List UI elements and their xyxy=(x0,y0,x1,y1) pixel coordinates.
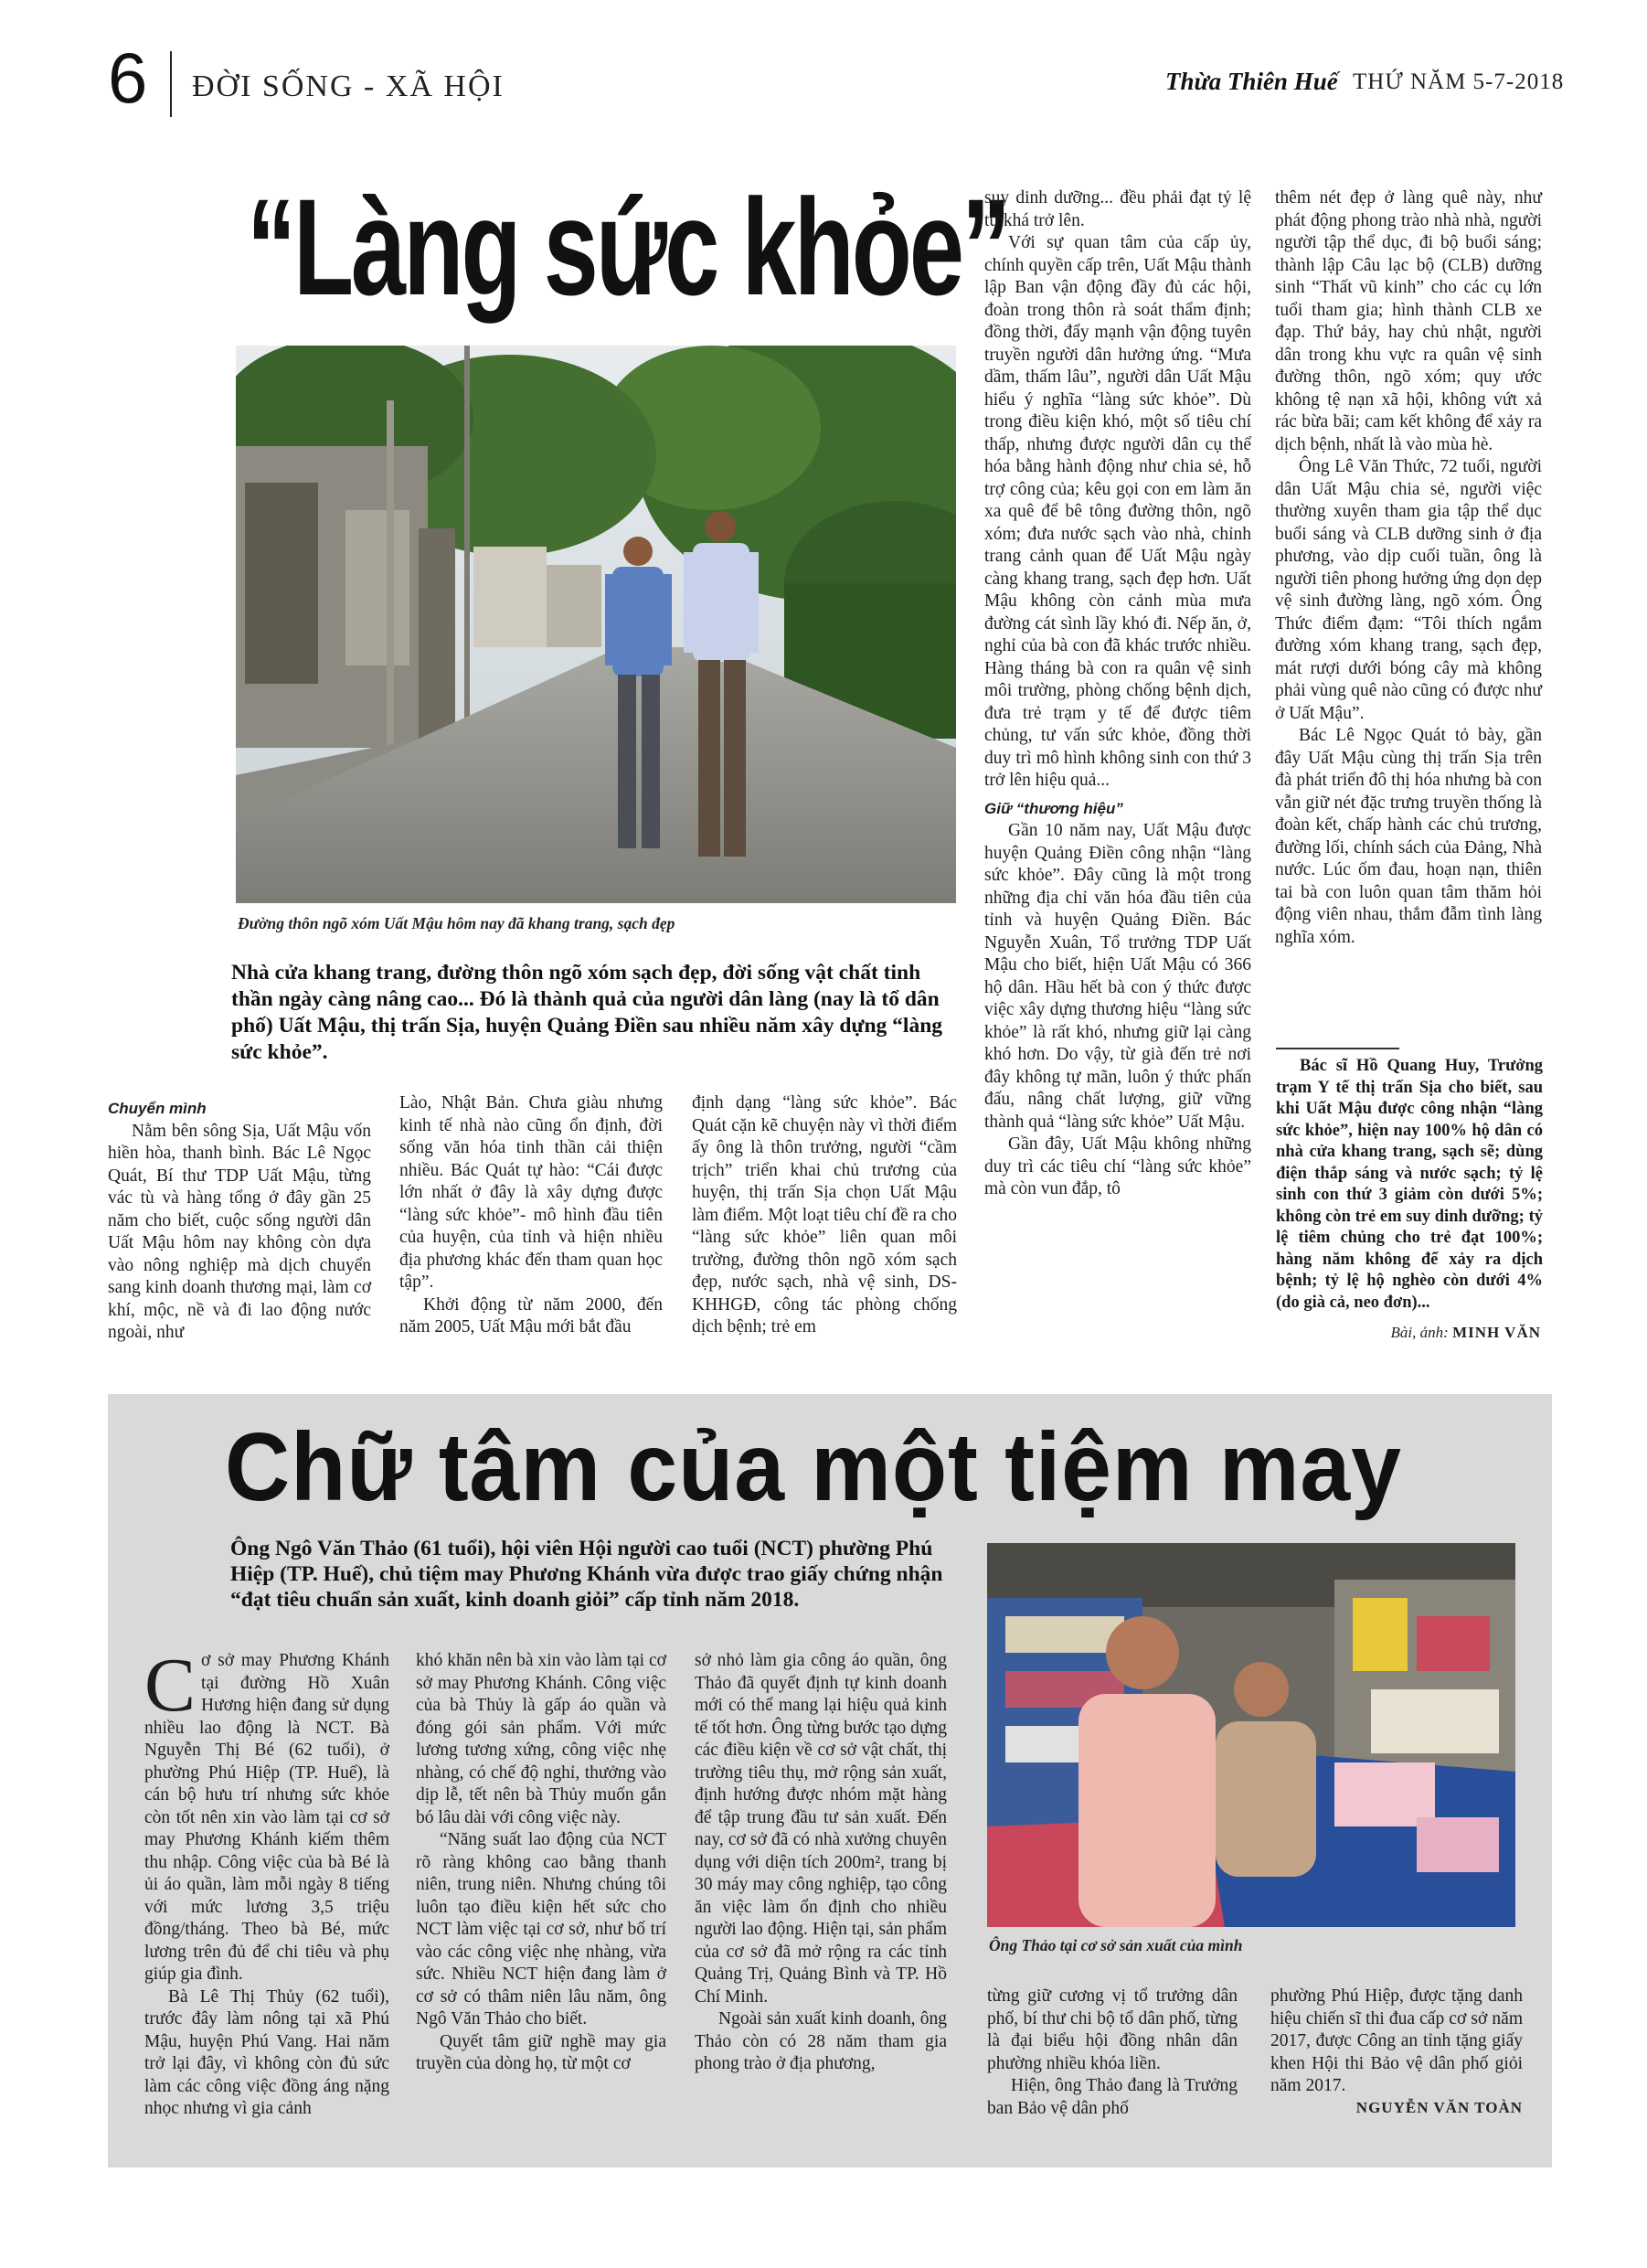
paragraph: từng giữ cương vị tổ trưởng dân phố, bí thư chi bộ tổ dân phố, từng là đại biểu hội đồng nhân dân phường nhiều khóa liền. xyxy=(987,1986,1238,2073)
article1-column-3 xyxy=(692,1092,957,1339)
village-road-photo-icon xyxy=(236,346,956,903)
section-name: ĐỜI SỐNG - XÃ HỘI xyxy=(192,69,505,103)
paragraph: thêm nét đẹp ở làng quê này, như phát động phong trào nhà nhà, người người tập thể dục, đi bộ buổi sáng; thành lập Câu lạc bộ (CLB) dưỡng sinh “Thất vũ kinh” cho các cụ lớn tuổi tham gia; hình thành CLB xe đạp. Thứ bảy, hay chủ nhật, người dân trong khu vực ra quân vệ sinh đường thôn, ngõ xóm; quy ước không tệ nạn xã hội, không vứt xả rác bừa bãi; cam kết không để xảy ra dịch bệnh, nhất là vào mùa hè. xyxy=(1275,188,1542,454)
article2-byline: NGUYỄN VĂN TOÀN xyxy=(1355,2099,1523,2116)
paragraph: sở nhỏ làm gia công áo quần, ông Thảo đã quyết định tự kinh doanh mới có thể mang lại hiệu quả kinh tế tốt hơn. Ông từng bước tạo dựng các điều kiện về cơ sở vật chất, thị trường tiêu thụ, mở rộng sản xuất, định hướng được nhóm mặt hàng để tập trung đầu tư sản xuất. Đến nay, cơ sở đã có nhà xưởng chuyên dụng với diện tích 200m², trang bị 30 máy may công nghiệp, tạo công ăn việc làm ổn định cho nhiều người lao động. Hiện tại, sản phẩm của cơ sở đã mở rộng ra các tỉnh Quảng Trị, Quảng Bình và TP. Hồ Chí Minh. xyxy=(695,1651,947,2007)
article1-column-5 xyxy=(1275,187,1542,949)
article2-column-5 xyxy=(1270,1986,1523,2098)
paragraph: Khởi động từ năm 2000, đến năm 2005, Uất Mậu mới bắt đầu xyxy=(399,1294,663,1336)
paragraph: phường Phú Hiệp, được tặng danh hiệu chiến sĩ thi đua cấp cơ sở năm 2017, được Công an tỉnh tặng giấy khen Hội thi Bảo vệ dân phố giỏi năm 2017. xyxy=(1270,1986,1523,2095)
subhead-chuyen-minh: Chuyển mình xyxy=(108,1100,207,1117)
article2-column-1 xyxy=(144,1643,389,2121)
info-box-rule xyxy=(1276,1048,1399,1049)
paragraph-text: ơ sở may Phương Khánh tại đường Hồ Xuân Hương hiện đang sử dụng nhiều lao động là NCT. Bà Nguyễn Thị Bé (62 tuổi), ở phường Phú Hiệp (TP. Huế), là cán bộ hưu trí nhưng sức khỏe còn tốt nên xin vào làm tại cơ sở may Phương Khánh kiếm thêm thu nhập. Công việc của bà Bé là ủi áo quần, làm mỗi ngày 8 tiếng với mức lương 3,5 triệu đồng/tháng. Theo bà Bé, mức lương trên đủ để chi tiêu và phụ giúp gia đình. xyxy=(144,1651,389,1984)
byline-prefix: Bài, ảnh: xyxy=(1390,1324,1449,1341)
newspaper-name: Thừa Thiên Huế xyxy=(1165,68,1338,95)
article1-column-2 xyxy=(399,1092,663,1339)
page-number: 6 xyxy=(108,37,148,118)
paragraph: Với sự quan tâm của cấp ủy, chính quyền cấp trên, Uất Mậu thành lập Ban vận động đầy đủ các hội, đoàn trong thôn rà soát thẩm định; đồng thời, đẩy mạnh vận động tuyên truyền người dân hưởng ứng. “Mưa dầm, thấm lâu”, người dân Uất Mậu hiểu ý nghĩa “làng sức khỏe”. Dù trong điều kiện khó, một số tiêu chí thấp, nhưng được người dân cụ thể hóa bằng hành động như chia sẻ, hỗ trợ công của; kêu gọi con em làm ăn xa quê để bê tông đường thôn, ngõ xóm; đưa nước sạch vào nhà, chỉnh trang cảnh quan để Uất Mậu ngày càng khang trang, sạch đẹp hơn. Uất Mậu không còn cảnh mùa mưa đường cát sình lầy khó đi. Nếp ăn, ở, nghỉ của bà con đã khác trước nhiều. Hàng tháng bà con ra quân vệ sinh môi trường, phòng chống bệnh dịch, đưa trẻ trạm y tế để được tiêm chủng, tư vấn sức khỏe, đồng thời duy trì mô hình không sinh con thứ 3 trở lên hiệu quả... xyxy=(984,233,1251,790)
article1-column-4 xyxy=(984,187,1251,1201)
paragraph: Nằm bên sông Sịa, Uất Mậu vốn hiền hòa, thanh bình. Bác Lê Ngọc Quát, Bí thư TDP Uất Mậu, từng vác tù và hàng tổng ở đây gần 25 năm cho biết, cuộc sống người dân Uất Mậu hôm nay không còn dựa vào nông nghiệp mà dịch chuyển sang kinh doanh thương mại, làm cơ khí, mộc, nề và đi lao động nước ngoài, như xyxy=(108,1121,371,1342)
paragraph: “Năng suất lao động của NCT rõ ràng không cao bằng thanh niên, trung niên. Nhưng chúng tôi luôn tạo điều kiện hết sức cho NCT làm việc tại cơ sở, như bố trí vào các công việc nhẹ nhàng, vừa sức. Nhiều NCT hiện đang làm ở cơ sở có thâm niên lâu năm, ông Ngô Văn Thảo cho biết. xyxy=(416,1830,666,2028)
article2-column-2 xyxy=(416,1650,666,2076)
paragraph: Quyết tâm giữ nghề may gia truyền của dòng họ, từ một cơ xyxy=(416,2031,666,2073)
article1-photo xyxy=(236,346,956,903)
article2-photo xyxy=(987,1543,1515,1927)
paragraph xyxy=(144,1643,389,1986)
paragraph: Gần đây, Uất Mậu không những duy trì các tiêu chí “làng sức khỏe” mà còn vun đắp, tô xyxy=(984,1134,1251,1198)
tailor-shop-photo-icon xyxy=(987,1543,1515,1927)
article1-lead: Nhà cửa khang trang, đường thôn ngõ xóm sạch đẹp, đời sống vật chất tinh thần ngày càng nâng cao... Đó là thành quả của người dân làng (nay là tổ dân phố) Uất Mậu, thị trấn Sịa, huyện Quảng Điền sau nhiều năm xây dựng “làng sức khỏe”. xyxy=(231,961,943,1064)
article2-column-4 xyxy=(987,1986,1238,2120)
article2-lead: Ông Ngô Văn Thảo (61 tuổi), hội viên Hội người cao tuổi (NCT) phường Phú Hiệp (TP. Huế), chủ tiệm may Phương Khánh vừa được trao giấy chứng nhận “đạt tiêu chuẩn sản xuất, kinh doanh giỏi” cấp tỉnh năm 2018. xyxy=(230,1537,943,1612)
byline-author: MINH VĂN xyxy=(1452,1324,1541,1341)
drop-cap: C xyxy=(144,1643,197,1728)
article2-column-3 xyxy=(695,1650,947,2076)
paragraph: Bác Lê Ngọc Quát tỏ bày, gần đây Uất Mậu cùng thị trấn Sịa trên đà phát triển đô thị hóa nhưng bà con vẫn giữ nét đặc trưng truyền thống là đoàn kết, chấp hành các chủ trương, đường lối, chính sách của Đảng, Nhà nước. Lúc ốm đau, hoạn nạn, thiên tai bà con luôn quan tâm thăm hỏi động viên nhau, thắm đẫm tình làng nghĩa xóm. xyxy=(1275,726,1542,947)
article1-byline xyxy=(1276,1324,1541,1342)
paragraph: Lào, Nhật Bản. Chưa giàu nhưng kinh tế nhà nào cũng ổn định, đời sống văn hóa tinh thần cải thiện nhiều. Bác Quát tự hào: “Cái được lớn nhất ở đây là xây dựng được “làng sức khỏe”- mô hình đầu tiên của huyện, của tỉnh và hiện nhiều địa phương khác đến tham quan học tập”. xyxy=(399,1093,663,1292)
article2-photo-caption: Ông Thảo tại cơ sở sản xuất của mình xyxy=(989,1936,1243,1954)
info-box xyxy=(1276,1056,1543,1314)
article2-title: Chữ tâm của một tiệm may xyxy=(225,1413,1402,1521)
paragraph: Hiện, ông Thảo đang là Trưởng ban Bảo vệ dân phố xyxy=(987,2076,1238,2118)
paragraph: Gần 10 năm nay, Uất Mậu được huyện Quảng Điền công nhận “làng sức khỏe”. Đây cũng là một trong những địa chỉ văn hóa đầu tiên của tỉnh và huyện Quảng Điền. Bác Nguyễn Xuân, Tổ trưởng TDP Uất Mậu cho biết, hiện Uất Mậu có 366 hộ dân. Hầu hết bà con ý thức được việc xây dựng thương hiệu “làng sức khỏe” là rất khó, nhưng giữ lại càng khó hơn. Do vậy, từ già đến trẻ nơi đây không tự mãn, luôn ý thức phấn đấu, nâng chất lượng, giữ vững thành quả “làng sức khỏe” Uất Mậu. xyxy=(984,821,1251,1132)
paragraph: suy dinh dưỡng... đều phải đạt tỷ lệ từ khá trở lên. xyxy=(984,188,1251,230)
paragraph: định dạng “làng sức khỏe”. Bác Quát cặn kẽ chuyện này vì thời điểm ấy ông là thôn trưởng, người “cầm trịch” triển khai chủ trương của huyện, thị trấn Sịa chọn Uất Mậu làm điểm. Một loạt tiêu chí đề ra cho “làng sức khỏe” liên quan môi trường, đường thôn ngõ xóm sạch đẹp, nước sạch, nhà vệ sinh, DS-KHHGĐ, công tác phòng chống dịch bệnh; trẻ em xyxy=(692,1093,957,1336)
paragraph: Ông Lê Văn Thức, 72 tuổi, người dân Uất Mậu chia sẻ, người việc thường xuyên tham gia tập thể dục buổi sáng và CLB dưỡng sinh ở địa phương, vào dịp cuối tuần, ông là người tiên phong hưởng ứng dọn dẹp vệ sinh đường làng, ngõ xóm. Ông Thức điểm đạm: “Tôi thích ngắm đường xóm khang trang, sạch đẹp, mát rượi dưới bóng cây mà không phải vùng quê nào cũng có được như ở Uất Mậu”. xyxy=(1275,457,1542,723)
article1-column-1 xyxy=(108,1092,371,1345)
paragraph: Ngoài sản xuất kinh doanh, ông Thảo còn có 28 năm tham gia phong trào ở địa phương, xyxy=(695,2009,947,2073)
article1-photo-caption: Đường thôn ngõ xóm Uất Mậu hôm nay đã khang trang, sạch đẹp xyxy=(238,914,675,932)
subhead-giu-thuong-hieu: Giữ “thương hiệu” xyxy=(984,799,1123,817)
article1-title: “Làng sức khỏe” xyxy=(247,170,1009,324)
info-box-text: Bác sĩ Hồ Quang Huy, Trưởng trạm Y tế thị trấn Sịa cho biết, sau khi Uất Mậu được công nhận “làng sức khỏe”, hiện nay 100% hộ dân có nhà cửa khang trang, sạch sẽ; dùng điện thắp sáng và nước sạch; tỷ lệ sinh con thứ 3 giảm còn dưới 5%; không còn trẻ em suy dinh dưỡng; tỷ lệ tiêm chủng cho trẻ đạt 100%; hàng năm không để xảy ra dịch bệnh; tỷ lệ hộ nghèo còn dưới 4% (do già cả, neo đơn)... xyxy=(1276,1057,1543,1312)
issue-date: THỨ NĂM 5-7-2018 xyxy=(1353,69,1565,94)
paragraph: khó khăn nên bà xin vào làm tại cơ sở may Phương Khánh. Công việc của bà Thủy là gấp áo quần và đóng gói sản phẩm. Với mức lương tương xứng, công việc nhẹ nhàng, có chế độ nghỉ, thưởng vào dịp lễ, tết nên bà Thủy muốn gắn bó lâu dài với công việc này. xyxy=(416,1651,666,1827)
paragraph: Bà Lê Thị Thủy (62 tuổi), trước đây làm nông tại xã Phú Mậu, huyện Phú Vang. Hai năm trở lại đây, vì không còn đủ sức làm các công việc đồng áng nặng nhọc nhưng vì gia cảnh xyxy=(144,1986,389,2118)
header-divider xyxy=(170,51,172,117)
